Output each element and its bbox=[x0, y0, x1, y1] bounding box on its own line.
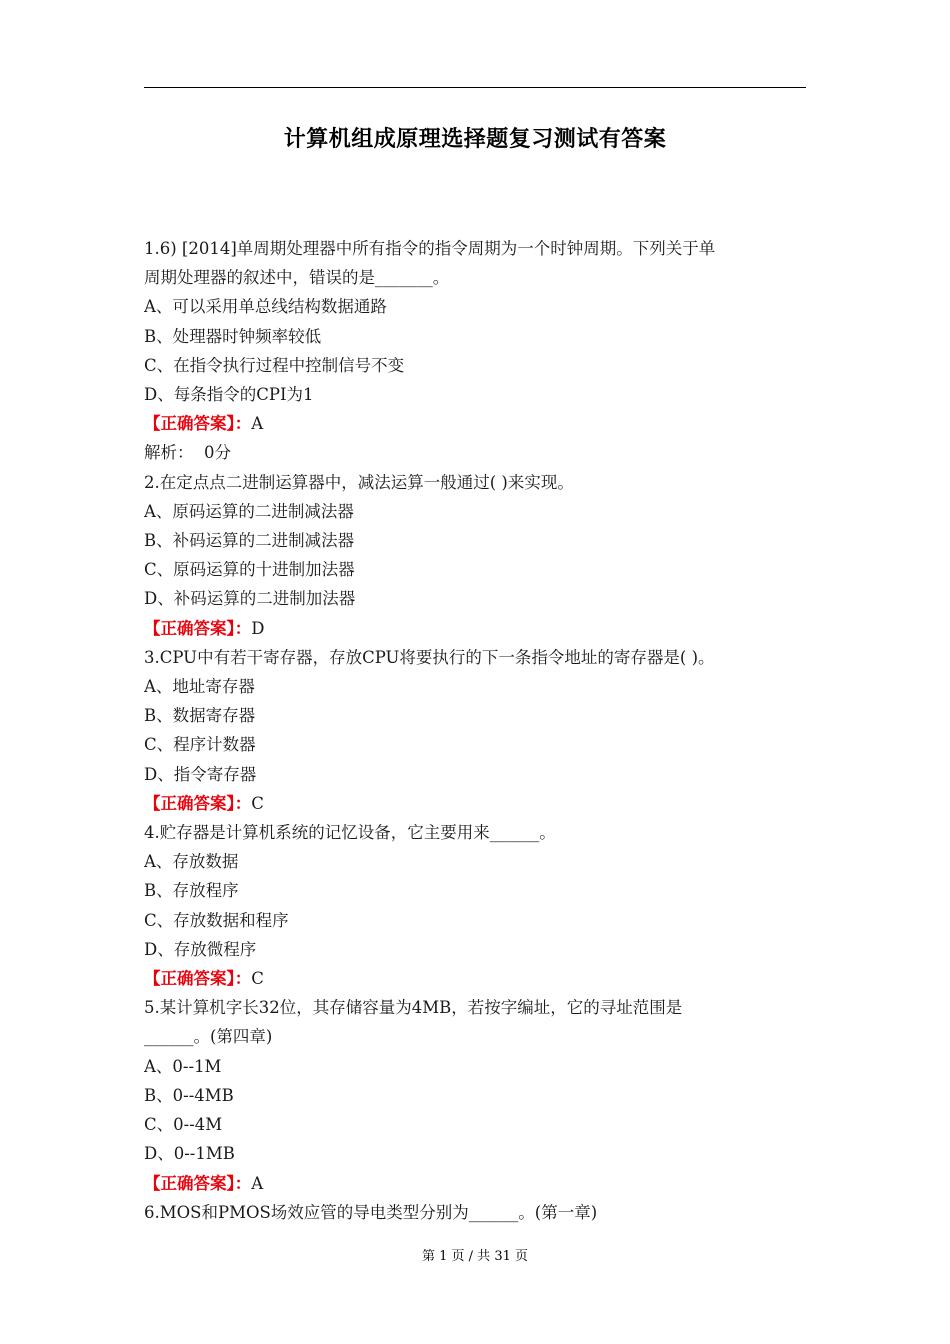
answer-row bbox=[144, 1169, 808, 1198]
answer-row bbox=[144, 409, 808, 438]
question-2 bbox=[144, 468, 808, 643]
header-rule bbox=[144, 87, 806, 88]
question-6 bbox=[144, 1198, 808, 1227]
answer-row bbox=[144, 789, 808, 818]
option-d: D、存放微程序 bbox=[144, 939, 257, 959]
option-a: A、原码运算的二进制减法器 bbox=[144, 501, 354, 521]
option-c: C、程序计数器 bbox=[144, 735, 256, 755]
question-stem-line: 1.6) [2014]单周期处理器中所有指令的指令周期为一个时钟周期。下列关于单 bbox=[144, 239, 716, 258]
option-d: D、每条指令的CPI为1 bbox=[144, 385, 314, 405]
question-5 bbox=[144, 993, 808, 1197]
option-a: A、可以采用单总线结构数据通路 bbox=[144, 297, 387, 317]
option-d: D、0--1MB bbox=[144, 1144, 235, 1164]
option-c: C、存放数据和程序 bbox=[144, 910, 289, 930]
answer-row bbox=[144, 964, 808, 993]
question-4 bbox=[144, 818, 808, 993]
question-3 bbox=[144, 643, 808, 818]
question-stem-line: 3.CPU中有若干寄存器，存放CPU将要执行的下一条指令地址的寄存器是( )。 bbox=[144, 647, 715, 667]
answer-label: 【正确答案】： bbox=[144, 618, 252, 638]
document-title: 计算机组成原理选择题复习测试有答案 bbox=[283, 127, 667, 152]
answer-label: 【正确答案】： bbox=[144, 414, 252, 434]
answer-label: 【正确答案】： bbox=[144, 969, 252, 989]
answer-value: D bbox=[251, 618, 265, 638]
option-a: A、存放数据 bbox=[144, 852, 239, 872]
question-list bbox=[144, 234, 808, 1227]
answer-value: A bbox=[251, 414, 264, 434]
option-d: D、指令寄存器 bbox=[144, 764, 257, 784]
option-c: C、原码运算的十进制加法器 bbox=[144, 560, 355, 580]
page-number: 第 1 页 / 共 31 页 bbox=[422, 1249, 528, 1264]
question-stem-line: 2.在定点点二进制运算器中，减法运算一般通过( )来实现。 bbox=[144, 472, 574, 492]
question-stem-line: 6.MOS和PMOS场效应管的导电类型分别为______。(第一章) bbox=[144, 1202, 598, 1222]
answer-value: C bbox=[251, 793, 264, 813]
answer-label: 【正确答案】： bbox=[144, 793, 252, 813]
answer-row bbox=[144, 614, 808, 643]
question-stem-line: 4.贮存器是计算机系统的记忆设备，它主要用来______。 bbox=[144, 823, 556, 843]
answer-value: A bbox=[251, 1173, 264, 1193]
question-stem-line: 5.某计算机字长32位，其存储容量为4MB，若按字编址，它的寻址范围是 bbox=[144, 998, 683, 1018]
option-b: B、处理器时钟频率较低 bbox=[144, 326, 322, 346]
option-d: D、补码运算的二进制加法器 bbox=[144, 589, 356, 609]
option-c: C、0--4M bbox=[144, 1115, 223, 1135]
question-1 bbox=[144, 234, 808, 468]
option-b: B、0--4MB bbox=[144, 1085, 234, 1105]
question-stem-line: 周期处理器的叙述中，错误的是_______。 bbox=[144, 268, 450, 288]
option-b: B、存放程序 bbox=[144, 881, 239, 901]
answer-value: C bbox=[251, 969, 264, 989]
analysis: 解析： 0分 bbox=[144, 443, 231, 463]
question-stem-line: ______。(第四章) bbox=[144, 1027, 273, 1047]
option-a: A、0--1M bbox=[144, 1056, 222, 1076]
option-a: A、地址寄存器 bbox=[144, 677, 255, 697]
option-b: B、数据寄存器 bbox=[144, 706, 256, 726]
answer-label: 【正确答案】： bbox=[144, 1173, 252, 1193]
option-b: B、补码运算的二进制减法器 bbox=[144, 531, 355, 551]
option-c: C、在指令执行过程中控制信号不变 bbox=[144, 355, 405, 375]
